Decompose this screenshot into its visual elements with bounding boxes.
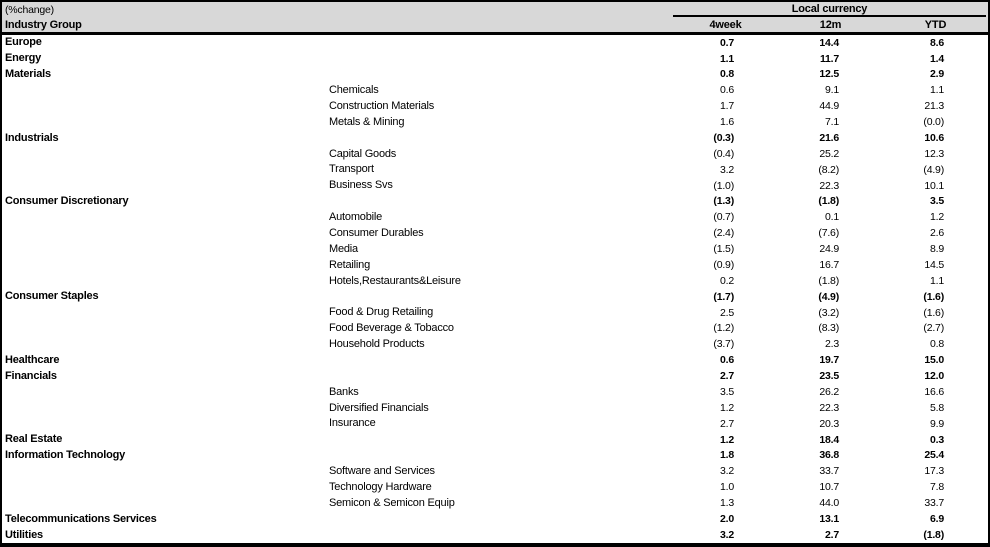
value-ytd: 2.6 bbox=[930, 227, 944, 240]
value-12m: 14.4 bbox=[819, 36, 839, 49]
table-row bbox=[2, 210, 988, 226]
industry-label: Utilities bbox=[5, 528, 43, 541]
table-row bbox=[2, 146, 988, 162]
industry-label: Consumer Staples bbox=[5, 290, 99, 303]
value-4week: (2.4) bbox=[713, 227, 734, 240]
industry-label: Europe bbox=[5, 36, 42, 49]
value-ytd: 0.3 bbox=[930, 433, 944, 446]
value-12m: 23.5 bbox=[819, 370, 839, 383]
industry-label: Information Technology bbox=[5, 449, 126, 462]
value-ytd: 8.9 bbox=[930, 243, 944, 256]
table-row bbox=[2, 305, 988, 321]
table-row bbox=[2, 400, 988, 416]
value-4week: (0.9) bbox=[713, 258, 734, 271]
value-4week: (1.3) bbox=[713, 195, 734, 208]
value-12m: 44.9 bbox=[819, 100, 839, 113]
value-ytd: 10.6 bbox=[924, 131, 944, 144]
value-12m: (1.8) bbox=[818, 274, 839, 287]
table-header bbox=[2, 2, 988, 35]
table-row bbox=[2, 257, 988, 273]
value-12m: 11.7 bbox=[819, 52, 839, 65]
value-12m: 16.7 bbox=[819, 258, 839, 271]
table-row bbox=[2, 130, 988, 146]
industry-label: Semicon & Semicon Equip bbox=[329, 496, 455, 509]
industry-group-header: Industry Group bbox=[5, 18, 82, 31]
industry-label: Materials bbox=[5, 68, 51, 81]
value-4week: 2.7 bbox=[720, 370, 734, 383]
value-ytd: (0.0) bbox=[923, 116, 944, 129]
value-12m: 18.4 bbox=[819, 433, 839, 446]
table-row bbox=[2, 368, 988, 384]
value-4week: 1.1 bbox=[720, 52, 734, 65]
value-12m: 22.3 bbox=[819, 179, 839, 192]
table-row bbox=[2, 35, 988, 51]
table-row bbox=[2, 114, 988, 130]
value-4week: 0.7 bbox=[720, 36, 734, 49]
industry-label: Media bbox=[329, 242, 358, 255]
industry-label: Construction Materials bbox=[329, 99, 435, 112]
industry-label: Financials bbox=[5, 369, 57, 382]
value-12m: 7.1 bbox=[825, 116, 839, 129]
value-ytd: 17.3 bbox=[924, 465, 944, 478]
value-4week: 0.6 bbox=[720, 354, 734, 367]
value-ytd: 8.6 bbox=[930, 36, 944, 49]
value-ytd: 12.3 bbox=[924, 147, 944, 160]
value-ytd: 10.1 bbox=[924, 179, 944, 192]
value-ytd: 7.8 bbox=[930, 481, 944, 494]
table-row bbox=[2, 416, 988, 432]
value-ytd: 16.6 bbox=[924, 385, 944, 398]
value-12m: (1.8) bbox=[818, 195, 839, 208]
value-ytd: 1.1 bbox=[930, 274, 944, 287]
value-12m: (7.6) bbox=[818, 227, 839, 240]
industry-label: Software and Services bbox=[329, 465, 435, 478]
table-row bbox=[2, 432, 988, 448]
industry-label: Consumer Discretionary bbox=[5, 195, 129, 208]
value-4week: 1.7 bbox=[720, 100, 734, 113]
value-4week: 2.0 bbox=[720, 512, 734, 525]
value-12m: 9.1 bbox=[825, 84, 839, 97]
local-currency-header: Local currency bbox=[673, 2, 986, 17]
value-12m: 21.6 bbox=[819, 131, 839, 144]
value-ytd: 3.5 bbox=[930, 195, 944, 208]
value-12m: (8.3) bbox=[818, 322, 839, 335]
table-row bbox=[2, 353, 988, 369]
value-ytd: 1.1 bbox=[930, 84, 944, 97]
table-row bbox=[2, 99, 988, 115]
value-ytd: 14.5 bbox=[924, 258, 944, 271]
table-row bbox=[2, 194, 988, 210]
table-row bbox=[2, 83, 988, 99]
industry-label: Insurance bbox=[329, 417, 376, 430]
industry-label: Food & Drug Retailing bbox=[329, 306, 434, 319]
value-ytd: 1.4 bbox=[930, 52, 944, 65]
value-12m: (4.9) bbox=[818, 290, 839, 303]
table-row bbox=[2, 51, 988, 67]
value-12m: 20.3 bbox=[819, 417, 839, 430]
header-row-columns bbox=[2, 17, 988, 32]
table-row bbox=[2, 527, 988, 543]
industry-label: Automobile bbox=[329, 211, 383, 224]
value-ytd: 1.2 bbox=[930, 211, 944, 224]
value-12m: 2.3 bbox=[825, 338, 839, 351]
value-4week: (0.3) bbox=[713, 131, 734, 144]
value-ytd: 21.3 bbox=[924, 100, 944, 113]
value-12m: 10.7 bbox=[819, 481, 839, 494]
industry-label: Metals & Mining bbox=[329, 115, 405, 128]
value-12m: 44.0 bbox=[819, 497, 839, 510]
industry-label: Industrials bbox=[5, 131, 59, 144]
value-12m: 19.7 bbox=[819, 354, 839, 367]
value-ytd: (1.6) bbox=[923, 290, 944, 303]
industry-label: Healthcare bbox=[5, 353, 60, 366]
value-12m: (8.2) bbox=[818, 163, 839, 176]
table-row bbox=[2, 511, 988, 527]
industry-label: Business Svs bbox=[329, 179, 393, 192]
table-row bbox=[2, 337, 988, 353]
value-ytd: 2.9 bbox=[930, 68, 944, 81]
value-4week: (1.2) bbox=[713, 322, 734, 335]
value-4week: (1.5) bbox=[713, 243, 734, 256]
value-4week: 3.2 bbox=[720, 465, 734, 478]
value-ytd: 6.9 bbox=[930, 512, 944, 525]
industry-label: Telecommunications Services bbox=[5, 512, 157, 525]
value-12m: 24.9 bbox=[819, 243, 839, 256]
table-row bbox=[2, 241, 988, 257]
column-header-4week: 4week bbox=[709, 18, 742, 31]
table-row bbox=[2, 289, 988, 305]
value-4week: 3.2 bbox=[720, 163, 734, 176]
value-ytd: 9.9 bbox=[930, 417, 944, 430]
value-12m: 0.1 bbox=[825, 211, 839, 224]
industry-label: Real Estate bbox=[5, 433, 63, 446]
value-ytd: 15.0 bbox=[924, 354, 944, 367]
value-ytd: (1.6) bbox=[923, 306, 944, 319]
industry-label: Hotels,Restaurants&Leisure bbox=[329, 274, 461, 287]
value-ytd: (2.7) bbox=[923, 322, 944, 335]
table-row bbox=[2, 384, 988, 400]
value-4week: (3.7) bbox=[713, 338, 734, 351]
value-4week: 3.2 bbox=[720, 528, 734, 541]
table-row bbox=[2, 162, 988, 178]
header-row-top bbox=[2, 2, 988, 17]
industry-label: Consumer Durables bbox=[329, 226, 424, 239]
value-4week: 3.5 bbox=[720, 385, 734, 398]
table-row bbox=[2, 464, 988, 480]
industry-label: Food Beverage & Tobacco bbox=[329, 322, 454, 335]
value-4week: 1.2 bbox=[720, 433, 734, 446]
value-4week: 1.6 bbox=[720, 116, 734, 129]
value-ytd: (1.8) bbox=[923, 528, 944, 541]
value-4week: 2.7 bbox=[720, 417, 734, 430]
industry-label: Transport bbox=[329, 163, 374, 176]
industry-label: Banks bbox=[329, 385, 359, 398]
value-12m: 36.8 bbox=[819, 449, 839, 462]
value-12m: (3.2) bbox=[818, 306, 839, 319]
value-12m: 26.2 bbox=[819, 385, 839, 398]
table-row bbox=[2, 448, 988, 464]
industry-label: Energy bbox=[5, 52, 42, 65]
industry-label: Technology Hardware bbox=[329, 480, 432, 493]
column-header-12m: 12m bbox=[819, 18, 842, 31]
value-4week: (1.0) bbox=[713, 179, 734, 192]
value-12m: 2.7 bbox=[825, 528, 839, 541]
column-header-ytd: YTD bbox=[924, 18, 947, 31]
value-ytd: 0.8 bbox=[930, 338, 944, 351]
value-4week: (0.7) bbox=[713, 211, 734, 224]
value-4week: 0.8 bbox=[720, 68, 734, 81]
value-4week: 1.3 bbox=[720, 497, 734, 510]
industry-label: Household Products bbox=[329, 338, 425, 351]
value-ytd: 33.7 bbox=[924, 497, 944, 510]
value-12m: 33.7 bbox=[819, 465, 839, 478]
value-12m: 22.3 bbox=[819, 401, 839, 414]
table-row bbox=[2, 273, 988, 289]
industry-label: Retailing bbox=[329, 258, 371, 271]
value-4week: 1.2 bbox=[720, 401, 734, 414]
value-12m: 12.5 bbox=[819, 68, 839, 81]
value-4week: 1.8 bbox=[720, 449, 734, 462]
table-row bbox=[2, 321, 988, 337]
value-ytd: 5.8 bbox=[930, 401, 944, 414]
table-row bbox=[2, 226, 988, 242]
value-4week: (1.7) bbox=[713, 290, 734, 303]
percent-change-label: (%change) bbox=[5, 3, 54, 16]
industry-label: Chemicals bbox=[329, 84, 379, 97]
table-row bbox=[2, 480, 988, 496]
value-12m: 25.2 bbox=[819, 147, 839, 160]
value-4week: 0.2 bbox=[720, 274, 734, 287]
table-row bbox=[2, 67, 988, 83]
industry-label: Diversified Financials bbox=[329, 401, 429, 414]
table-body bbox=[2, 35, 988, 543]
industry-label: Capital Goods bbox=[329, 147, 397, 160]
value-4week: 1.0 bbox=[720, 481, 734, 494]
value-4week: 2.5 bbox=[720, 306, 734, 319]
value-ytd: (4.9) bbox=[923, 163, 944, 176]
value-12m: 13.1 bbox=[819, 512, 839, 525]
table-row bbox=[2, 178, 988, 194]
value-4week: 0.6 bbox=[720, 84, 734, 97]
value-4week: (0.4) bbox=[713, 147, 734, 160]
value-ytd: 25.4 bbox=[924, 449, 944, 462]
value-ytd: 12.0 bbox=[924, 370, 944, 383]
table-row bbox=[2, 495, 988, 511]
